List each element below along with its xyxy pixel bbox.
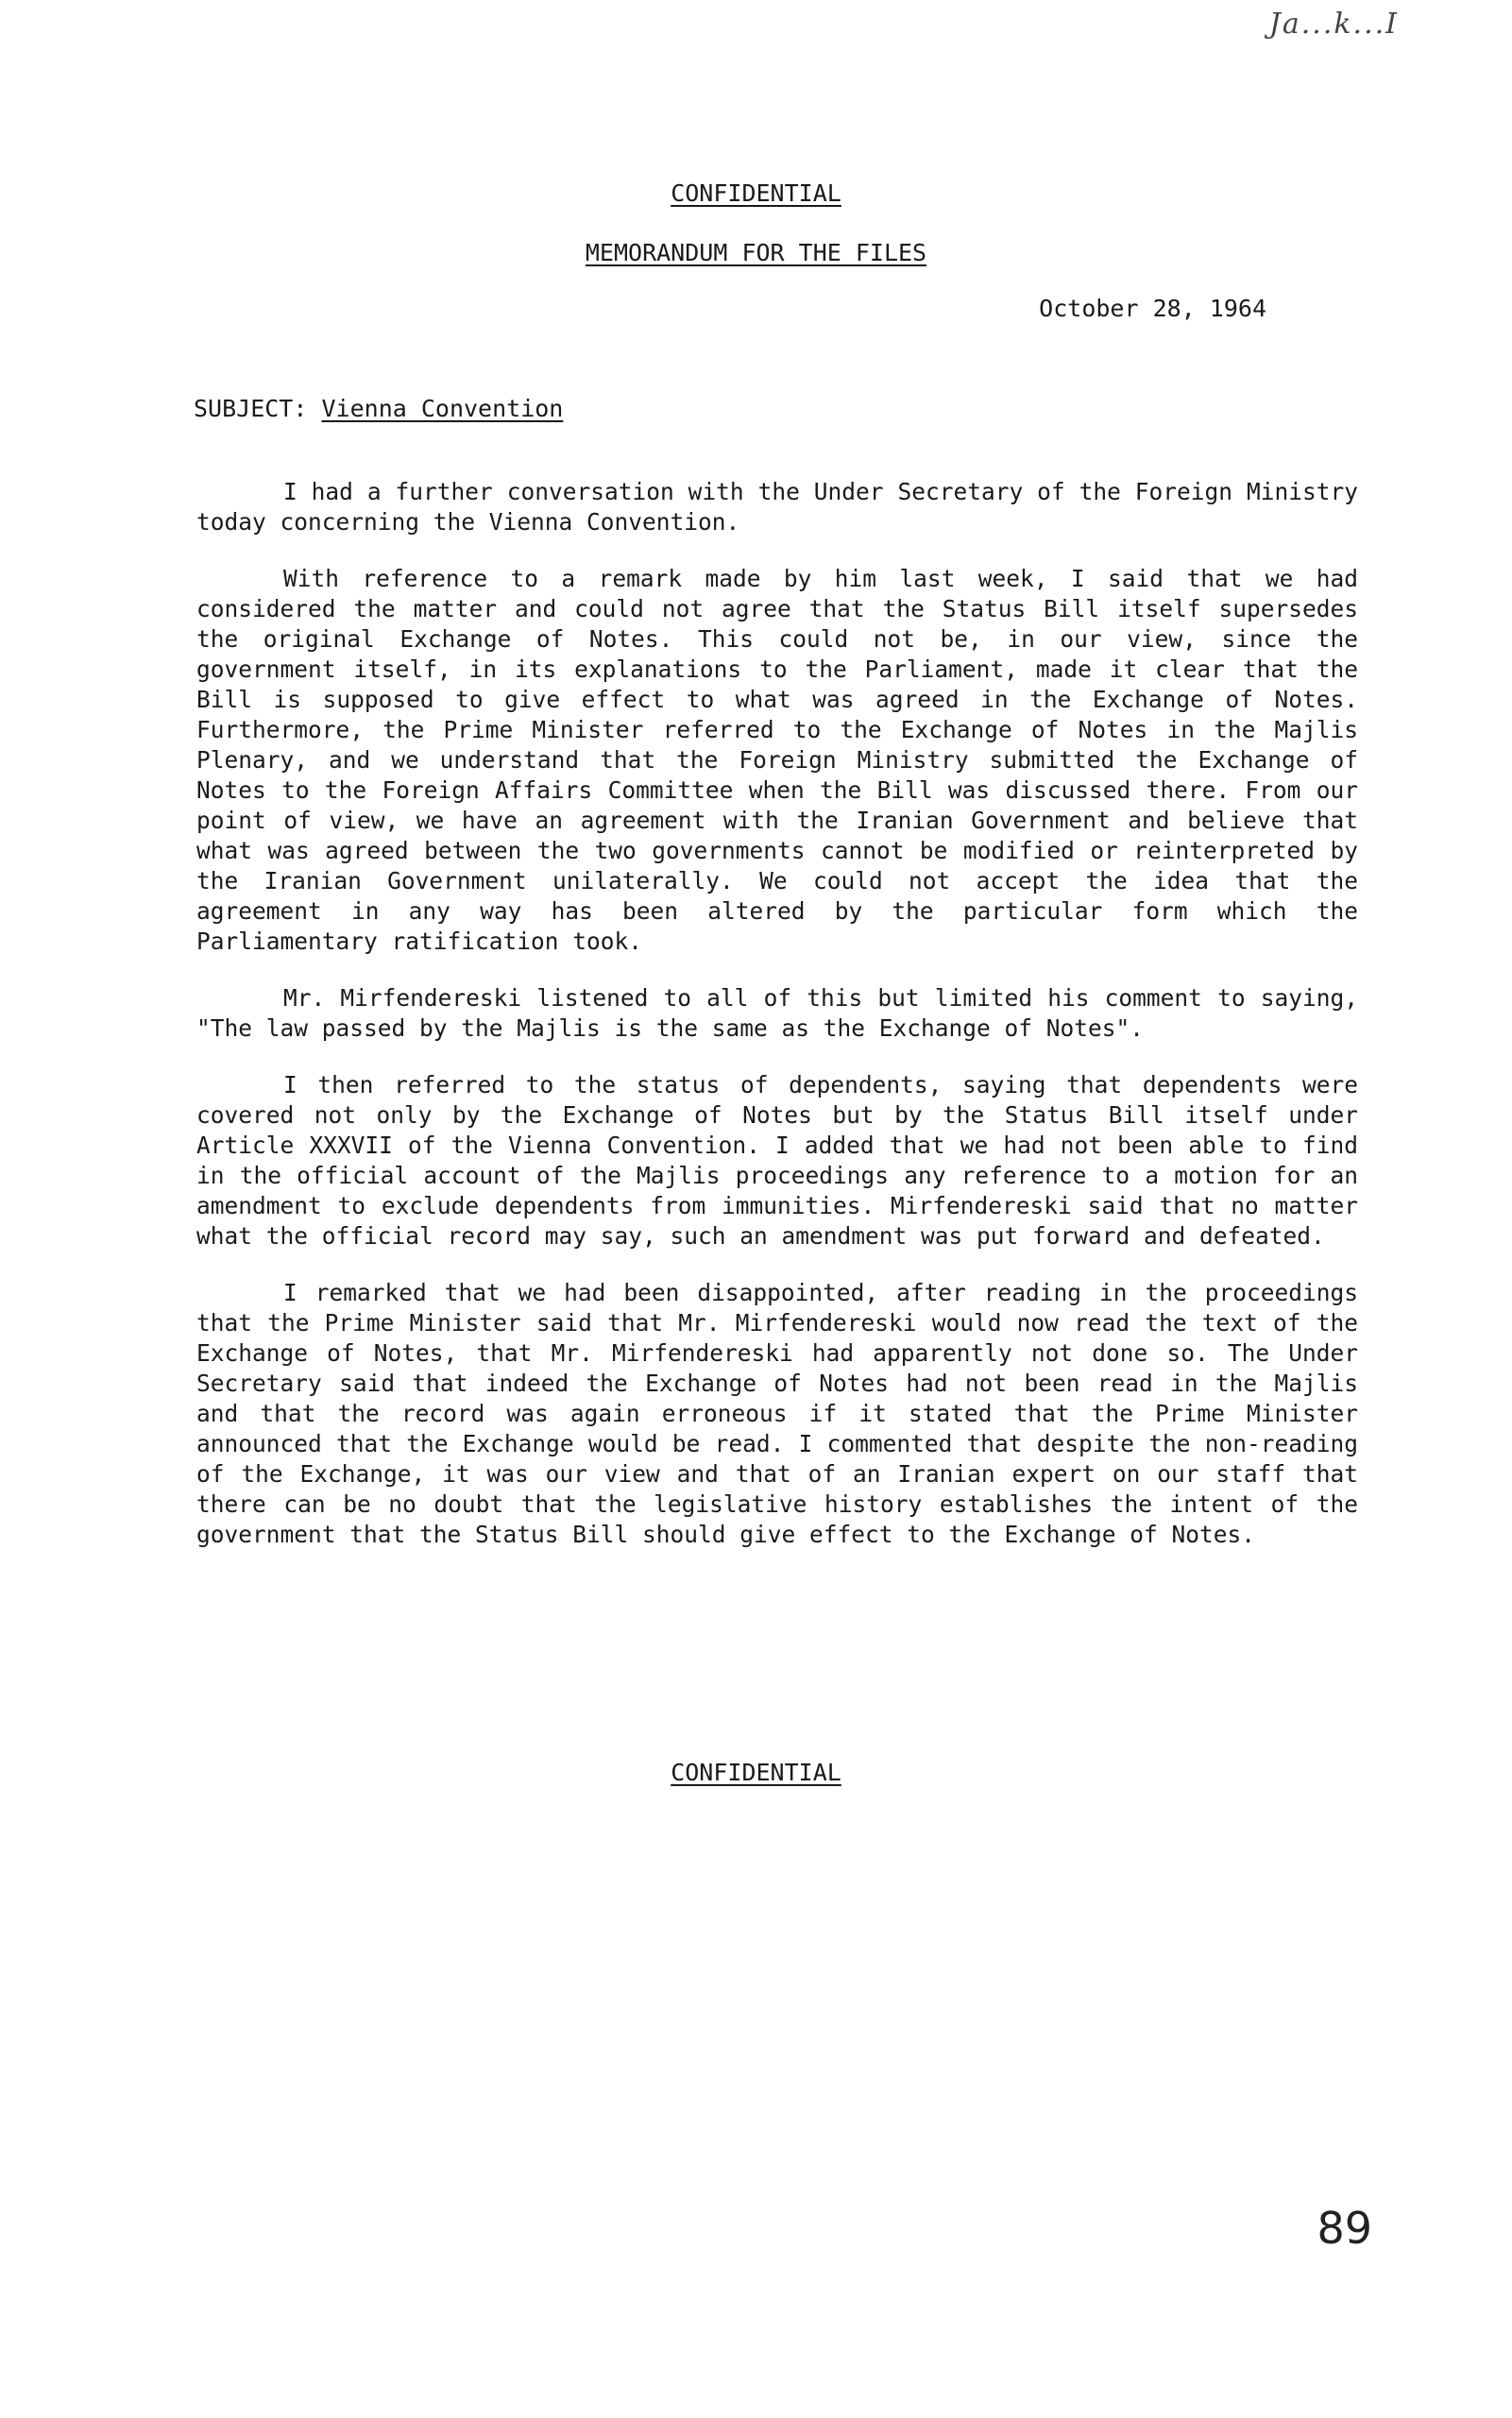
memo-date: October 28, 1964 xyxy=(1039,295,1266,322)
paragraph-2: With reference to a remark made by him last week, I said that we had considered the matter and could not agree that the Status Bill itself supersedes the original Exchange of Notes. This could not be, in our view, since the government itself, in its explanations to the Parliament, made it clear that the Bill is supposed to give effect to what was agreed in the Exchange of Notes. Furthermore, the Prime Minister referred to the Exchange of Notes in the Majlis Plenary, and we understand that the Foreign Ministry submitted the Exchange of Notes to the Foreign Affairs Committee when the Bill was discussed there. From our point of view, we have an agreement with the Iranian Government and believe that what was agreed between the two governments cannot be modified or reinterpreted by the Iranian Government unilaterally. We could not accept the idea that the agreement in any way has been altered by the particular form which the Parliamentary ratification took. xyxy=(196,565,1358,955)
handwritten-annotation: Ja...k...I xyxy=(1268,8,1399,41)
paragraph-1: I had a further conversation with the Under Secretary of the Foreign Ministry today concerning the Vienna Convention. xyxy=(196,478,1358,536)
page-number: 89 xyxy=(1317,2203,1372,2254)
subject-label: SUBJECT: xyxy=(194,395,308,422)
paragraph-4: I then referred to the status of dependents, saying that dependents were covered not only by the Exchange of Notes but by the Status Bill itself under Article XXXVII of the Vienna Convention. I added that we had not been able to find in the official account of the Majlis proceedings any reference to a motion for an amendment to exclude dependents from immunities. Mirfendereski said that no matter what the official record may say, such an amendment was put forward and defeated. xyxy=(196,1071,1358,1250)
memo-title: MEMORANDUM FOR THE FILES xyxy=(585,239,927,266)
paragraph-3: Mr. Mirfendereski listened to all of this but limited his comment to saying, "The law passed by the Majlis is the same as the Exchange of Notes". xyxy=(196,984,1358,1042)
subject-value: Vienna Convention xyxy=(321,395,564,422)
subject-line xyxy=(194,395,563,422)
classification-header: CONFIDENTIAL xyxy=(671,179,841,207)
memo-body xyxy=(196,477,1358,1576)
paragraph-5: I remarked that we had been disappointed, after reading in the proceedings that the Prime Minister said that Mr. Mirfendereski would now read the text of the Exchange of Notes, that Mr. Mirfendereski had apparently not done so. The Under Secretary said that indeed the Exchange of Notes had not been read in the Majlis and that the record was again erroneous if it stated that the Prime Minister announced that the Exchange would be read. I commented that despite the non-reading of the Exchange, it was our view and that of an Iranian expert on our staff that there can be no doubt that the legislative history establishes the intent of the government that the Status Bill should give effect to the Exchange of Notes. xyxy=(196,1279,1358,1548)
classification-footer: CONFIDENTIAL xyxy=(671,1759,841,1786)
